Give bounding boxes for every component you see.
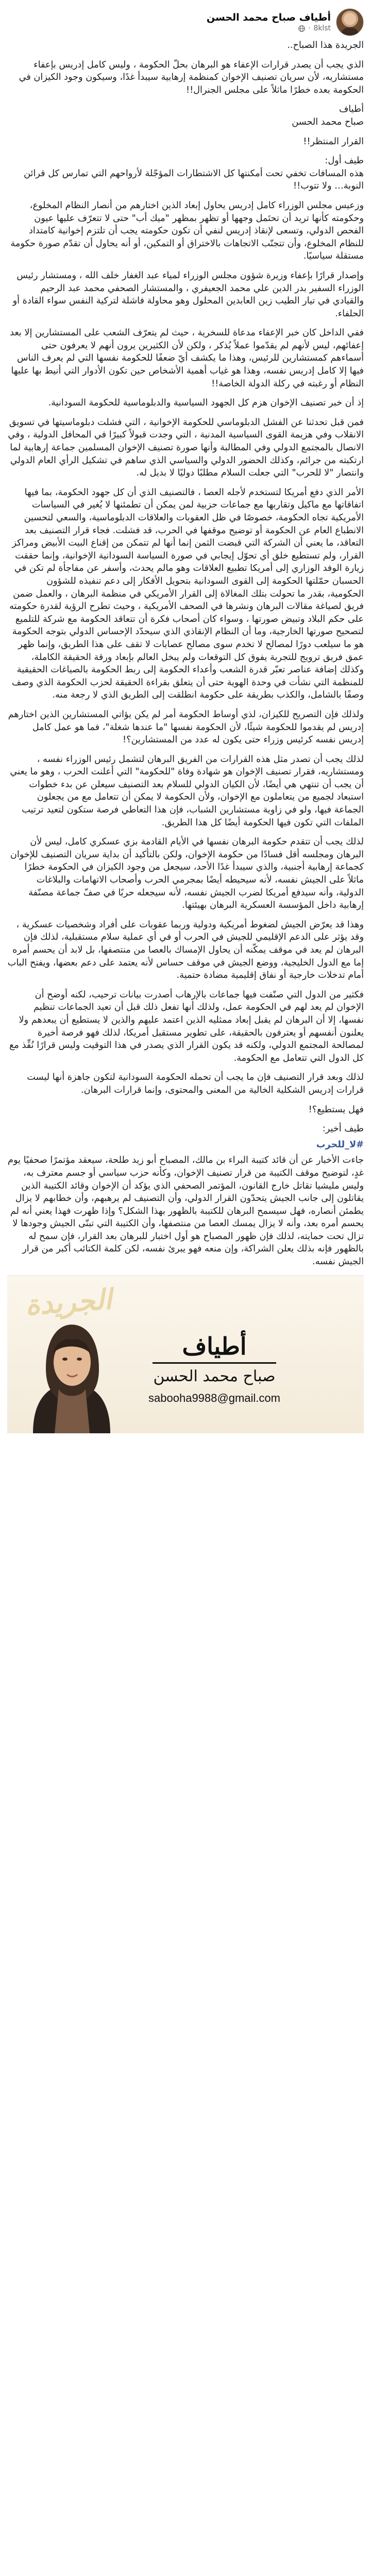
paragraph: إذ أن خبر تصنيف الإخوان هزم كل الجهود السياسية والدبلوماسية للحكومة السودانية. [48, 398, 364, 409]
post-header [7, 5, 364, 39]
caption-title: أطياف [182, 1332, 247, 1360]
hashtag[interactable]: #لا_للحرب [316, 1139, 364, 1150]
author-name[interactable]: أطياف صباح محمد الحسن [206, 12, 331, 23]
footer-label: طيف أخير: [322, 1124, 364, 1134]
paragraph: طيف أول: هذه المسافات تخفي تحت أمكنتها كل الاشتطارات المؤجّلة لأرواحهم التي تمارس كل قرائن النوبة… ولا تتوب!! [24, 156, 364, 192]
author-block [207, 12, 331, 32]
paragraph: ولذلك فإن التصريح للكيزان، لذي أوساط الحكومة أمر لم يكن يؤاتي المستشارين الذين اختارهم إدريس لم يقدموا للحكومة شيئًا، لأن الحكومة نفسها "ما عندها شغلة"، فما هو عمل كامل إدريس نفسه كرئيس وزراء حتى يكون له عدد من المستشارين؟! [8, 709, 364, 745]
newspaper-logo: الجريدة [24, 1282, 113, 1321]
paragraph: ففي الداخل كان خبر الإعفاء مدعاة للسخرية ، حيث لم يتعرّف الشعب على المستشارين إلا بعد إعفائهم، ليس لأنهم لم يقدّموا عملاً يُذكر ، ولكن لأن الكثيرين يرون أنهم لا يعرفون حتى أسماءهم كمستشارين للرئيس، وهذا ما يكشف أيّ ضعفًا للحكومة نفسها التي لم يعرف الناس فيها إلا كامل إدريس نفسه، وهذا هو غياب أهمية الأشخاص حين تكون الأدوار التي أنيط بها عليها النظام أو رغبته في ركلة الدولة الخاصة!! [10, 328, 364, 389]
paragraph: فكثير من الدول التي صنّفت فيها جماعات بالإرهاب أصدرت بيانات ترحيب، لكنه أوضح أن الإخوان لم يعد لهم في الحكومة عمل، ولذلك أنها تفعل ذلك قبل أن تعيد الجماعات تنظيم نفسها، إلا أن البرهان لم يقبل إبعاد ممثليه الذين اعتمد عليهم والذين لا يستطيع أن يبعدهم ولا يعلنون أنفسهم أو يعترفون بالحقيقة، على تطوير مستقبل أمريكا، لذلك فهو فرصة أخيرة لمصالحة المجتمع الدولي، ولكنه قد يكون القرار الذي يصدر في هذا التوقيت وليس قرارًا نُفِّذ مع كل الدول التي تتعامل مع الحكومة. [9, 989, 364, 1063]
paragraph: جاءت الأخبار عن أن قائد كتيبة البراء بن مالك، المصباح أبو زيد طلحة، سيعقد مؤتمرًا صحفيًا يوم غدٍ، لتوضيح موقف الكتيبة من قرار تصنيف الإخوان، وكأنه حزب سياسي أو جسم معترف به، وليس مليشيا تقاتل خارج القانون، المؤتمر الصحفي الذي يؤكد أن الإخوان وقائد الكتيبة الذين يقاتلون إلى جانب الجيش يتحدّون القرار الدولي، وأن التصنيف لم يرهبهم، وأن خطابهم لا يزال يطمئن أنصاره، فهل سيسمح البرهان للكتيبة بالظهور بهذا الشكل؟ وإذا ظهرت فهذا يعني أنه لم يحسم أمره بعد، وأنه لا يزال يمسك العصا من منتصفها، وأن الكتيبة التي تبنّى الجيش وجودها لا تزال تحت حمايته، لذلك فإن ظهور المصباح هو أول اختبار للبرهان بعد القرار، فإن سمح له بالظهور فإنه بذلك يعلن الشراكة، وإن منعه فهو يبرئ نفسه، لكن كلمة الكتائب أكبر من قرار الجيش نفسه. [8, 1155, 364, 1267]
author-portrait [18, 1312, 126, 1433]
paragraph: الجريدة هذا الصباح.. [287, 40, 364, 50]
photo-caption [142, 1332, 286, 1405]
post-photo[interactable] [7, 1275, 364, 1433]
paragraph: الذي يجب أن يصدر قرارات الإعفاء هو البرهان بحلّ الحكومة ، وليس كامل إدريس بإعفاء مستشاريه، لأن سريان تصنيف الإخوان كمنظمة إرهابية سيبدأ غدًا، وسيكون وجود الكيزان في الحكومة بعده خطرًا ماثلاً على مجلس الجنرال!! [19, 59, 364, 95]
paragraph: وزعيس مجلس الوزراء كامل إدريس يحاول إبعاد الذين اختارهم من أنصار النظام المخلوع، وحكومته كأنها تريد أن تحتَمل وجهها أو تظهر بمظهر "ميك أب" حتى لا تتعرّف عليها عيون الفحص الدولي، وتسعى لإنقاذ إدريس لنفي أن تكون حكومته يجب أن تلتزم إخوانية كامتداد للنظام المخلوع، وأن تتجنّب الاتجاهات بالاختراق أو التمكين، أو أنه يحاول أن تقدّم صورة حكومة مستقلة سياسيًا. [10, 200, 364, 262]
paragraph: فهل يستطيع؟! [308, 1104, 364, 1115]
paragraph: الأمر الذي دفع أمريكا لتستخدم لأجله العصا ، فالتصنيف الذي أن كل جهود الحكومة، بما فيها اتفاقاتها مع ماكيل وتقاربها مع جماعات حزبية لمن يمكن أن تطمئنها لا يُغير في السياسات الأمريكية تجاه الحكومة، خصوصًا في ظل العقوبات والعلاقات الدبلوماسية، والسعي لتحسين الانطباع العام عن الحكومة أو توضيح موقفها في الحرب، قد فشلت. فجاء قرار التصنيف بعد التعاقد، ما يعني أن الشركة التي قبضت الثمن إنما أنها لم تتمكن من إقناع البيت الأبيض ومراكز القرار، ولم تستطيع خلق أي تحوّل إيجابي في صورة السياسة السودانية الإخوانية، وإنما حققت زيارة الوفد الوزاري إلى أمريكا تطبيع العلاقات وهو مالم يحدث، وأسفر عن مفاجأة لم تكن في الحسبان حمّلتها الحكومة إلى القوى السودانية بتحويل الأفكار إلى دعم تنفيذه للشؤون الحكومية، بقدر ما تحولت بتلك المغالاة إلى القرار الأمريكي في منظمة البرهان ، والعمل ضمن فريق لصياغة مقالات البرهان ونشرها في الصحف الأمريكية ، وحيث تطرح الرؤية لقدرة حكومته على حكم البلاد وتبيض صورتها ، وسواء كان أصحاب فكرة أن تتعاقد الحكومة مع شركة للتلميع لتصحيح صورتها الخارجية، وما أن النظام الإنقاذي الذي سيحدّد الإحساس الدولي بتوجه الحكومة هو ما سيلعب دورًا لمصالح لا تخدم سوى مصالح عصابات لا تقف على هذا الطريق، وإنما ظهر عمق فريق ترويج للتجربة يفوق كل التوقعات ولم يبخل العالم بإبعاد ورقة الحقيقة الكاملة، وكذلك إضافة عناصر تعبّر قدرة الشعب وأعداء الحكومة إلى ربط الحكومة بالصياغات الحقيقية للمنظمة التي نشأت في وحدة الهوية حتى أن يتعلق بقراءة الحقيقة لحزب الحكومة الذي وصف وصفًا بالشامل، والكذب بطريقة على حكومة انطلقت إلى الطريق الذي لا رجعة منه. [9, 487, 364, 701]
avatar[interactable] [336, 8, 364, 36]
paragraph: وإصدار قرارًا بإعفاء وزيرة شؤون مجلس الوزراء لمياء عبد الغفار خلف الله ، ومستشار رئيس الوزراء السفير بدر الدين علي محمد الجعيفري ، والمستشار الصحفي محمد عبد الرحيم والقيادي في تيار الطيب زين العابدين المحلول وهو محاولة فاشلة لتركية النفس سواء القادة أو الحلفاء. [12, 270, 364, 319]
hashtag-link[interactable] [7, 1139, 364, 1151]
paragraph: فمن قبل تحدثنا عن الفشل الدبلوماسي للحكومة الإخوانية ، التي فشلت دبلوماسيتها في تسويق الانقلاب وفي هزيمة القوى السياسية المدنية ، التي وجدت قبولاً كبيرًا في المحافل الدولية ، وفي الانصال بالمجتمع الدولي وفي المطالبة وأنها صورة تصنيف الإخوان المسلمين جماعة إرهابية لما ارتكبته من جرائم، وكذلك الحضور الدولي والسياسي الذي ساهم في تشكيل الرأي العام الدولي وانتصار "لا للحرب" التي جعلت السلام مطلبًا دوليًا لا بديل له. [8, 417, 364, 479]
paragraph: لذلك يجب أن تصدر مثل هذه القرارات من الفريق البرهان لتشمل رئيس الوزراء نفسه ، ومستشاريه، فقرار تصنيف الإخوان هو شهادة وفاة "للحكومة" التي أعلنت الحرب ، وهو ما يعني أن يجب أن تنتهي هي أيضًا، لأن الكيان الدولي للسلام بعد التصنيف سيعلن عن بدء خطوات استبعاد لجميع من يتعاملون مع الإخوان، ولأن الحكومة لا يمكن أن تتعامل مع من يجعلون الجماعة فيها، ولو في زاوية مستشارين الشباب، فإن هذا التعاطي فرصة ستكون لتعيد ترتيب الملفات التي تكون فيها الحكومة أيضًا كل هذا الطريق. [10, 754, 364, 828]
post-time[interactable]: 8klst [313, 24, 331, 32]
paragraph: القرار المنتظر!! [303, 136, 364, 147]
caption-name: صباح محمد الحسن [153, 1367, 276, 1385]
post-meta [207, 24, 331, 32]
post-text [7, 39, 364, 1268]
paragraph: أطياف صباح محمد الحسن [292, 104, 364, 127]
paragraph: لذلك وبعد قرار التصنيف فإن ما يجب أن تحمله الحكومة السودانية لتكون جاهزة أنها ليست قرارات إدريس الشكلية الخالية من المعنى والمحتوى، وإنما قرارات البرهان. [27, 1072, 364, 1095]
caption-divider [153, 1362, 276, 1364]
globe-icon[interactable] [298, 25, 305, 32]
paragraph: وهذا قد يعرّض الجيش لضغوط أمريكية ودولية وربما عقوبات على أفراد وشخصيات عسكرية ، وقد يؤثر على الدعم الإقليمي للجيش في الحرب أو في أي عملية سلام مستقبلية، لذلك فإن البرهان لم يعد في موقف يمكّنه أن يحاول الإمساك بالعصا من منتصفها، بل لابد أن يحسم أمره إما مع الدول الخليجية، ووضع الجيش في موقف حساس لأنه يعتمد على دعم بعضها، ويفتح الباب أمام تدخلات خارجية أو نفاق إقليمية مضادة حتمية. [7, 919, 364, 981]
paragraph: لذلك يجب أن تتقدم حكومة البرهان نفسها في الأيام القادمة بزي عسكري كامل، ليس لأن البرهان ومجلسه أقل فسادًا من حكومة الإخوان، ولكن بالتأكيد أن بداية سريان التصنيف للإخوان كجماعة إرهابية أجنبية، والذي سيبدأ غدًا الأحد، سيجعل من وجود الكيزان في الحكومة خطرًا ماثلاً على الجيش نفسه، لأنه سيحيطه أيضًا بمجرمي الحرب وأصحاب الاتهامات والبلاغات الدولية، وأنه سيدفع أمريكا لضرب الجيش نفسه، لأنه سيجعله حربًا في صفّ جماعة مصنّفة إرهابية داخل المؤسسة العسكرية البرهان بهيئتها. [10, 837, 364, 911]
meta-separator: · [308, 24, 311, 32]
caption-email: sabooha9988@gmail.com [148, 1391, 280, 1404]
